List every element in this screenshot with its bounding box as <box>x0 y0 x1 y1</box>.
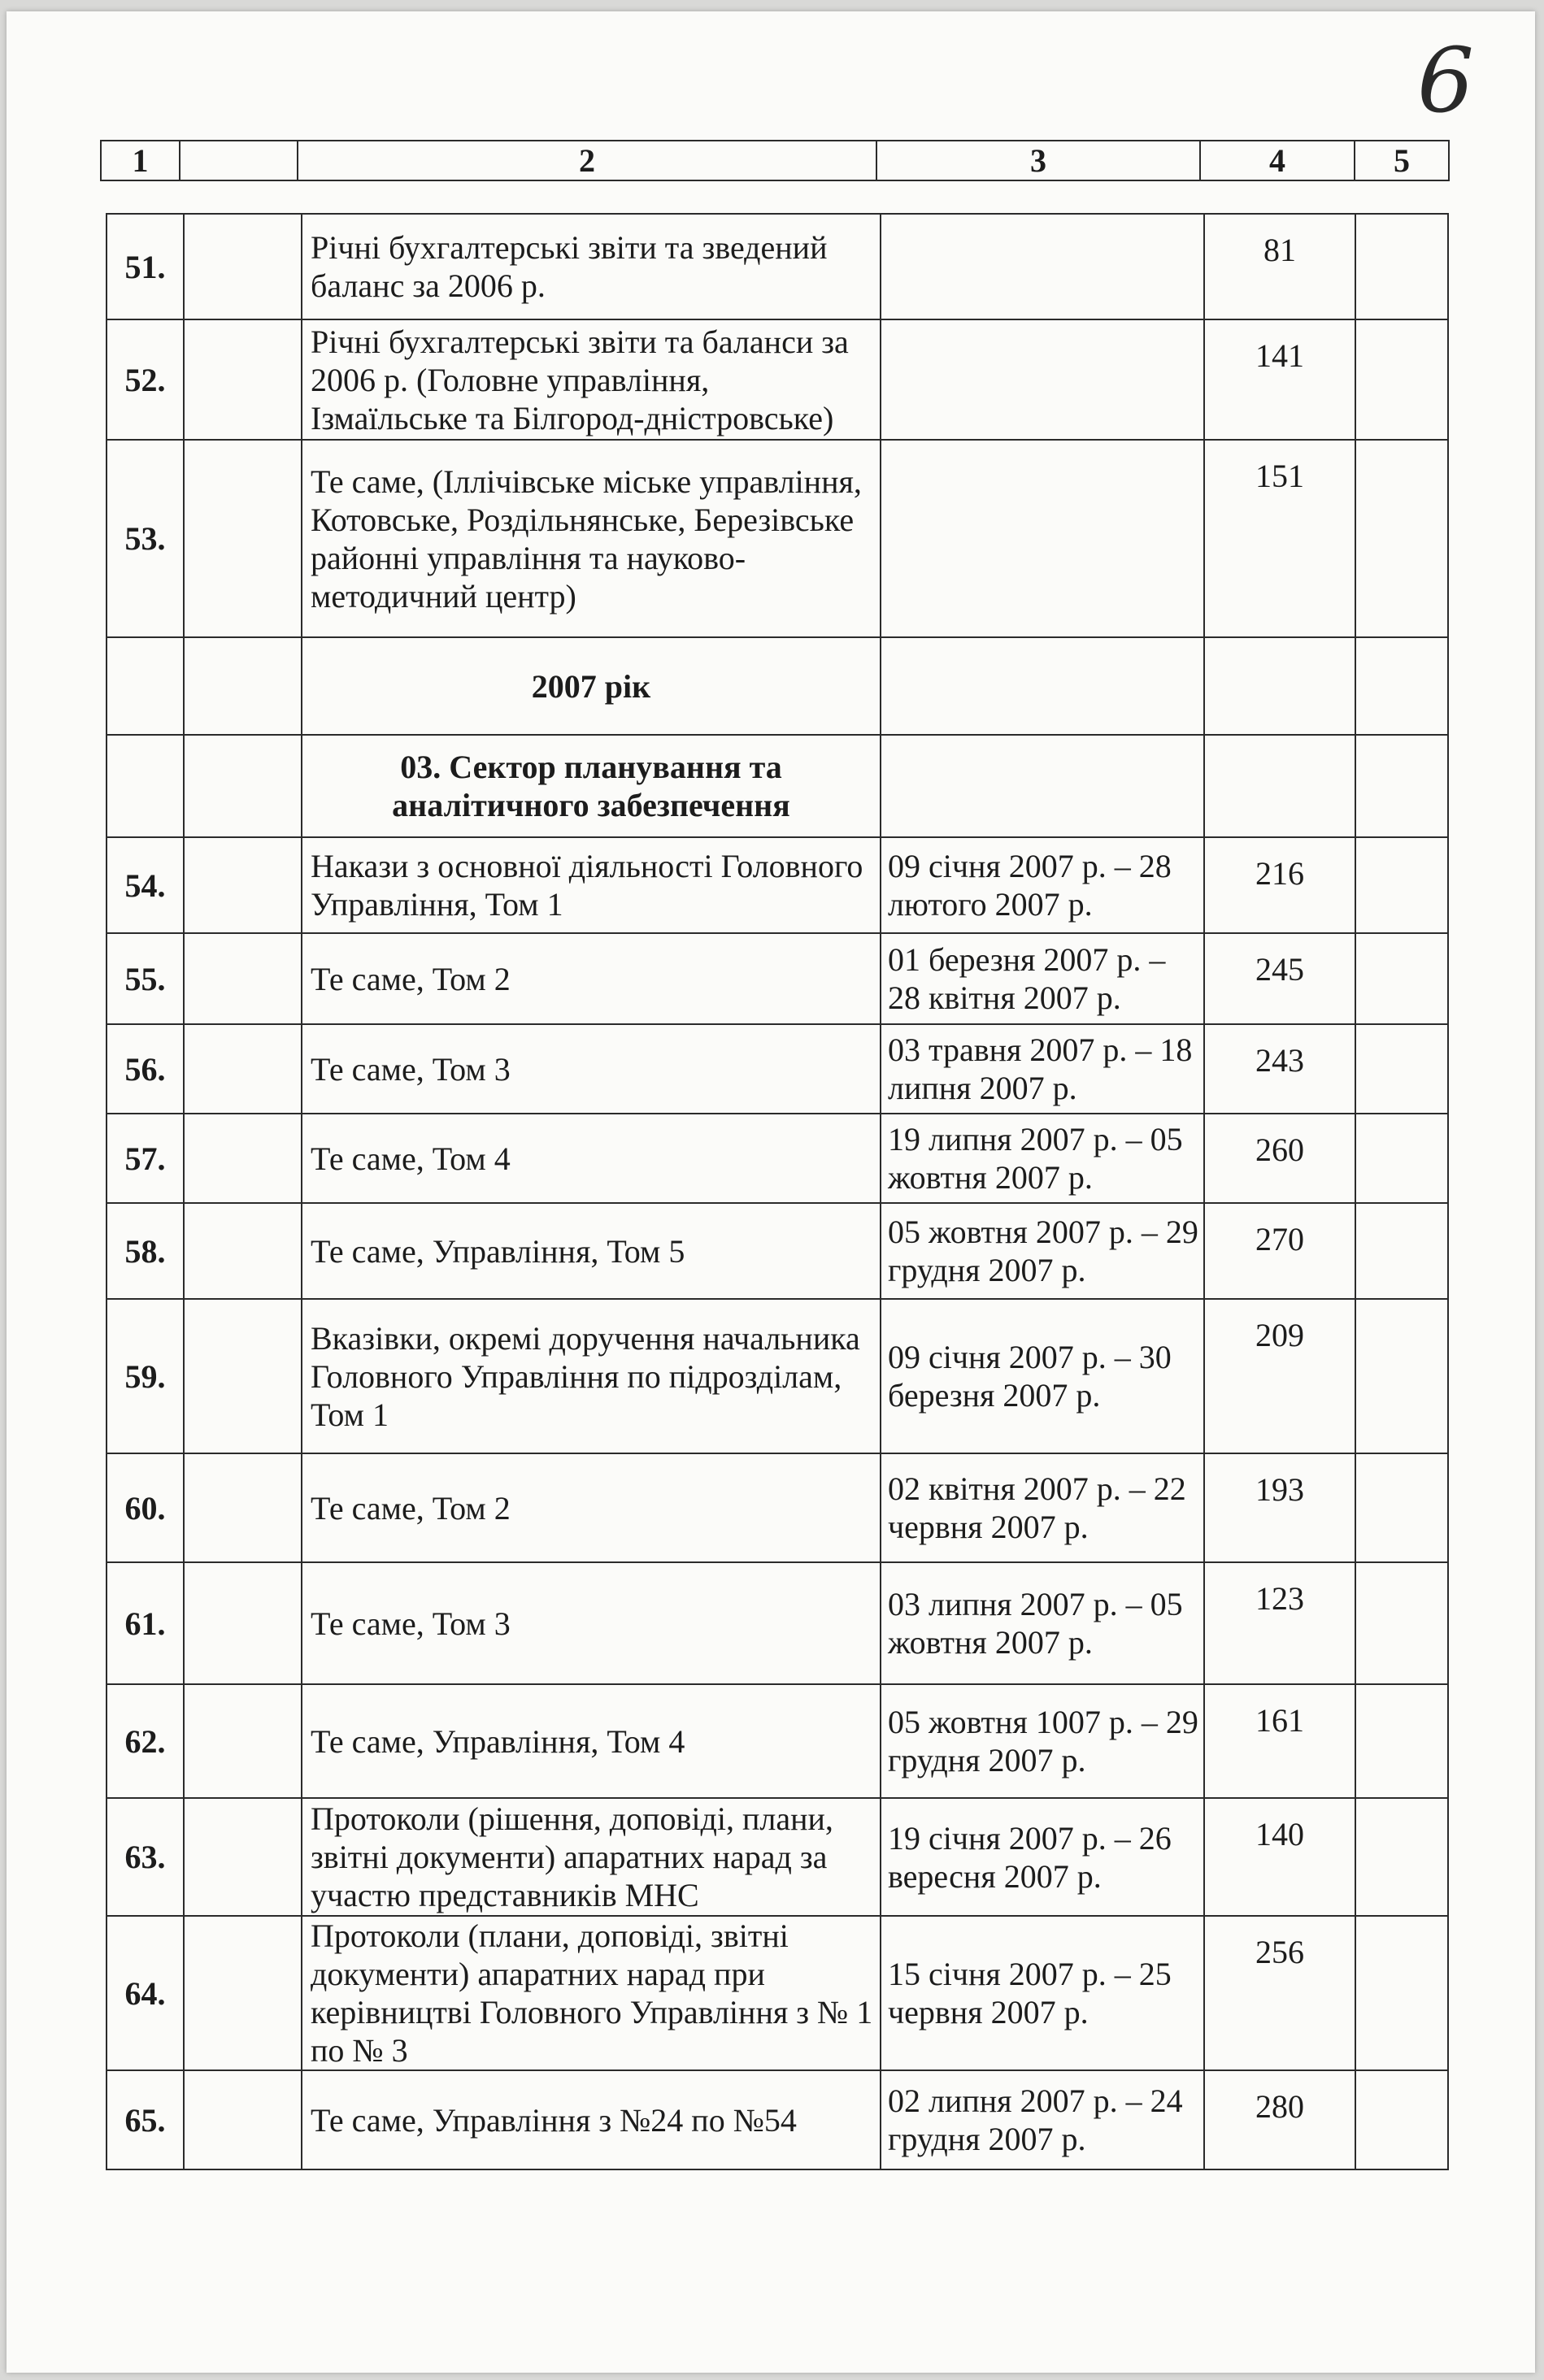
sheet-count: 243 <box>1204 1024 1355 1114</box>
empty-cell <box>1204 735 1355 837</box>
table-row <box>107 1024 1448 1114</box>
sheet-count: 270 <box>1204 1203 1355 1299</box>
empty-cell <box>184 1453 302 1562</box>
table-row <box>107 1453 1448 1562</box>
column-number-header <box>100 140 1450 181</box>
table-row <box>107 933 1448 1024</box>
record-dates: 09 січня 2007 р. – 28 лютого 2007 р. <box>881 837 1204 933</box>
record-dates: 19 липня 2007 р. – 05 жовтня 2007 р. <box>881 1114 1204 1203</box>
section-heading: 03. Сектор планування та аналітичного забезпечення <box>302 735 881 837</box>
empty-cell <box>184 933 302 1024</box>
empty-cell <box>184 837 302 933</box>
row-number: 55. <box>107 933 184 1024</box>
record-title: Те саме, Управління, Том 4 <box>302 1684 881 1798</box>
notes-cell <box>1355 1024 1448 1114</box>
record-dates: 05 жовтня 1007 р. – 29 грудня 2007 р. <box>881 1684 1204 1798</box>
header-col-blank <box>180 141 298 180</box>
table-row <box>107 1798 1448 1916</box>
record-title: Накази з основної діяльності Головного Управління, Том 1 <box>302 837 881 933</box>
sheet-count: 140 <box>1204 1798 1355 1916</box>
empty-cell <box>184 1024 302 1114</box>
empty-cell <box>184 1916 302 2070</box>
section-heading-row <box>107 735 1448 837</box>
table-row <box>107 1916 1448 2070</box>
notes-cell <box>1355 1299 1448 1453</box>
record-title: Те саме, (Іллічівське міське управління, Котовське, Роздільнянське, Березівське районні управління та науково-методичний центр) <box>302 440 881 637</box>
row-number: 62. <box>107 1684 184 1798</box>
table-row <box>107 1562 1448 1684</box>
record-title: Те саме, Том 3 <box>302 1562 881 1684</box>
notes-cell <box>1355 1916 1448 2070</box>
document-page <box>7 11 1535 2373</box>
record-title: Річні бухгалтерські звіти та зведений баланс за 2006 р. <box>302 214 881 319</box>
notes-cell <box>1355 1453 1448 1562</box>
sheet-count: 141 <box>1204 319 1355 440</box>
empty-cell <box>184 214 302 319</box>
record-title: Протоколи (плани, доповіді, звітні документи) апаратних нарад при керівництві Головного Управління з № 1 по № 3 <box>302 1916 881 2070</box>
notes-cell <box>1355 837 1448 933</box>
notes-cell <box>1355 933 1448 1024</box>
notes-cell <box>1355 214 1448 319</box>
record-dates: 03 липня 2007 р. – 05 жовтня 2007 р. <box>881 1562 1204 1684</box>
notes-cell <box>1355 319 1448 440</box>
notes-cell <box>1355 1684 1448 1798</box>
table-row <box>107 214 1448 319</box>
notes-cell <box>1355 1798 1448 1916</box>
header-col-3: 3 <box>876 141 1200 180</box>
empty-cell <box>184 1562 302 1684</box>
record-title: Те саме, Управління з №24 по №54 <box>302 2070 881 2169</box>
row-number: 51. <box>107 214 184 319</box>
record-title: Протоколи (рішення, доповіді, плани, звітні документи) апаратних нарад за участю представників МНС <box>302 1798 881 1916</box>
record-dates: 03 травня 2007 р. – 18 липня 2007 р. <box>881 1024 1204 1114</box>
record-dates: 09 січня 2007 р. – 30 березня 2007 р. <box>881 1299 1204 1453</box>
empty-cell <box>184 319 302 440</box>
record-dates: 02 квітня 2007 р. – 22 червня 2007 р. <box>881 1453 1204 1562</box>
table-row <box>107 319 1448 440</box>
sheet-count: 260 <box>1204 1114 1355 1203</box>
record-title: Те саме, Том 2 <box>302 933 881 1024</box>
sheet-count: 209 <box>1204 1299 1355 1453</box>
empty-cell <box>1355 735 1448 837</box>
record-dates: 19 січня 2007 р. – 26 вересня 2007 р. <box>881 1798 1204 1916</box>
record-title: Те саме, Том 3 <box>302 1024 881 1114</box>
table-row <box>107 1203 1448 1299</box>
row-number: 57. <box>107 1114 184 1203</box>
row-number: 58. <box>107 1203 184 1299</box>
row-number: 65. <box>107 2070 184 2169</box>
sheet-count: 161 <box>1204 1684 1355 1798</box>
row-number: 53. <box>107 440 184 637</box>
record-dates: 05 жовтня 2007 р. – 29 грудня 2007 р. <box>881 1203 1204 1299</box>
empty-cell <box>1204 637 1355 735</box>
header-col-5: 5 <box>1355 141 1449 180</box>
notes-cell <box>1355 1114 1448 1203</box>
sheet-count: 256 <box>1204 1916 1355 2070</box>
section-heading: 2007 рік <box>302 637 881 735</box>
row-number: 60. <box>107 1453 184 1562</box>
record-dates: 15 січня 2007 р. – 25 червня 2007 р. <box>881 1916 1204 2070</box>
empty-cell <box>881 735 1204 837</box>
sheet-count: 216 <box>1204 837 1355 933</box>
notes-cell <box>1355 1203 1448 1299</box>
empty-cell <box>184 1203 302 1299</box>
row-number: 59. <box>107 1299 184 1453</box>
empty-cell <box>184 2070 302 2169</box>
record-title: Вказівки, окремі доручення начальника Головного Управління по підрозділам, Том 1 <box>302 1299 881 1453</box>
empty-cell <box>184 1299 302 1453</box>
record-title: Річні бухгалтерські звіти та баланси за 2006 р. (Головне управління, Ізмаїльське та Білгород-дністровське) <box>302 319 881 440</box>
record-title: Те саме, Управління, Том 5 <box>302 1203 881 1299</box>
record-title: Те саме, Том 4 <box>302 1114 881 1203</box>
empty-cell <box>881 637 1204 735</box>
sheet-count: 81 <box>1204 214 1355 319</box>
empty-cell <box>107 735 184 837</box>
record-dates <box>881 214 1204 319</box>
notes-cell <box>1355 1562 1448 1684</box>
table-row <box>107 1114 1448 1203</box>
table-row <box>107 1684 1448 1798</box>
sheet-count: 123 <box>1204 1562 1355 1684</box>
record-title: Те саме, Том 2 <box>302 1453 881 1562</box>
records-table <box>106 213 1449 2170</box>
header-col-1: 1 <box>101 141 180 180</box>
record-dates <box>881 319 1204 440</box>
empty-cell <box>184 1114 302 1203</box>
table-row <box>107 2070 1448 2169</box>
row-number: 56. <box>107 1024 184 1114</box>
record-dates: 02 липня 2007 р. – 24 грудня 2007 р. <box>881 2070 1204 2169</box>
empty-cell <box>184 637 302 735</box>
handwritten-page-number: 6 <box>1417 28 1474 132</box>
table-row <box>107 440 1448 637</box>
sheet-count: 193 <box>1204 1453 1355 1562</box>
record-dates: 01 березня 2007 р. – 28 квітня 2007 р. <box>881 933 1204 1024</box>
empty-cell <box>184 440 302 637</box>
row-number: 63. <box>107 1798 184 1916</box>
row-number: 64. <box>107 1916 184 2070</box>
header-col-4: 4 <box>1200 141 1355 180</box>
sheet-count: 245 <box>1204 933 1355 1024</box>
notes-cell <box>1355 440 1448 637</box>
header-col-2: 2 <box>298 141 876 180</box>
row-number: 54. <box>107 837 184 933</box>
row-number: 61. <box>107 1562 184 1684</box>
table-row <box>107 837 1448 933</box>
empty-cell <box>107 637 184 735</box>
record-dates <box>881 440 1204 637</box>
row-number: 52. <box>107 319 184 440</box>
sheet-count: 151 <box>1204 440 1355 637</box>
table-row <box>107 1299 1448 1453</box>
empty-cell <box>184 735 302 837</box>
notes-cell <box>1355 2070 1448 2169</box>
empty-cell <box>184 1684 302 1798</box>
section-heading-row <box>107 637 1448 735</box>
empty-cell <box>184 1798 302 1916</box>
empty-cell <box>1355 637 1448 735</box>
sheet-count: 280 <box>1204 2070 1355 2169</box>
